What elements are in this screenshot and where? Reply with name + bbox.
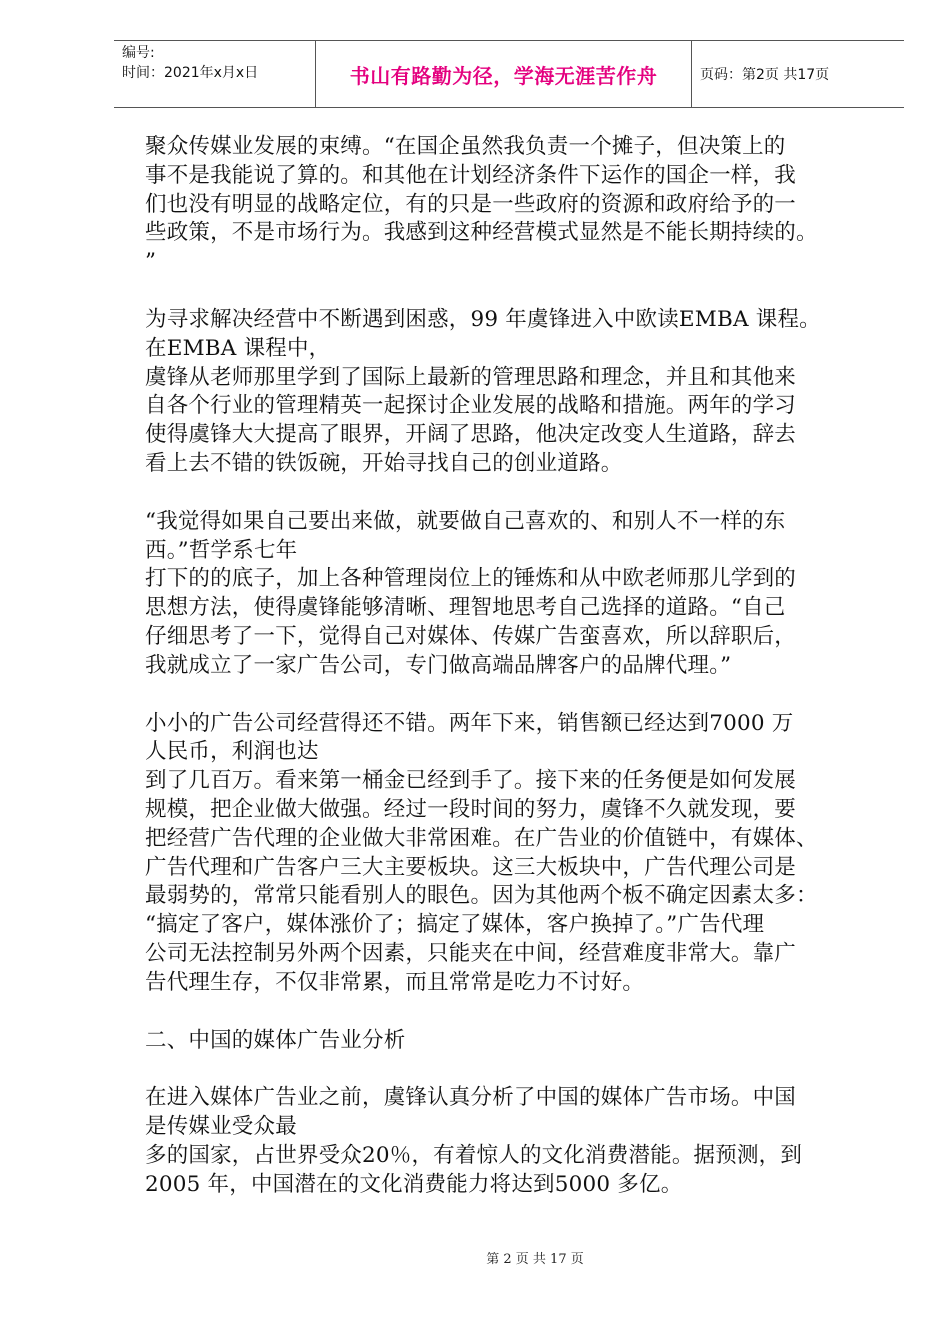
- text-line: 使得虞锋大大提高了眼界，开阔了思路，他决定改变人生道路，辞去: [145, 422, 797, 448]
- header-page-cell: [692, 41, 904, 107]
- footer-page-number: 第 2 页 共 17 页: [486, 1252, 584, 1267]
- text-line: 到了几百万。看来第一桶金已经到手了。接下来的任务便是如何发展: [145, 768, 797, 794]
- text-line: 人民币，利润也达: [145, 739, 319, 765]
- text-line: 为寻求解决经营中不断遇到困惑，99 年虞锋进入中欧读EMBA 课程。: [145, 306, 821, 332]
- text-line: 把经营广告代理的企业做大非常困难。在广告业的价值链中，有媒体、: [145, 825, 818, 851]
- paragraph: [145, 710, 870, 998]
- text-line: 是传媒业受众最: [145, 1114, 297, 1140]
- text-line: “我觉得如果自己要出来做，就要做自己喜欢的、和别人不一样的东: [145, 508, 786, 534]
- header-motto-cell: [316, 41, 692, 107]
- text-line: 告代理生存，不仅非常累，而且常常是吃力不讨好。: [145, 969, 645, 995]
- time-label: 时间：2021年x月x日: [122, 65, 259, 81]
- text-line: 西。”哲学系七年: [145, 537, 298, 563]
- paragraph: [145, 508, 870, 681]
- text-line: 聚众传媒业发展的束缚。“在国企虽然我负责一个摊子，但决策上的: [145, 134, 786, 159]
- text-line: 仔细思考了一下，觉得自己对媒体、传媒广告蛮喜欢，所以辞职后，: [145, 623, 797, 649]
- text-line: 们也没有明显的战略定位，有的只是一些政府的资源和政府给予的一: [145, 191, 797, 217]
- header-meta-cell: [114, 41, 316, 107]
- text-line: 事不是我能说了算的。和其他在计划经济条件下运作的国企一样，我: [145, 162, 797, 188]
- text-line: 打下的的底子，加上各种管理岗位上的锤炼和从中欧老师那儿学到的: [145, 566, 797, 592]
- text-line: 多的国家，占世界受众20％，有着惊人的文化消费潜能。据预测，到: [145, 1142, 803, 1168]
- paragraph: [145, 1084, 870, 1199]
- text-line: 自各个行业的管理精英一起探讨企业发展的战略和措施。两年的学习: [145, 393, 797, 419]
- text-line: 看上去不错的铁饭碗，开始寻找自己的创业道路。: [145, 450, 623, 476]
- motto-text: 书山有路勤为径，学海无涯苦作舟: [349, 63, 658, 88]
- number-label: 编号:: [122, 45, 155, 61]
- text-line: 些政策，不是市场行为。我感到这种经营模式显然是不能长期持续的。: [145, 220, 818, 246]
- page-header: [114, 40, 904, 108]
- text-line: 小小的广告公司经营得还不错。两年下来，销售额已经达到7000 万: [145, 710, 794, 736]
- text-line: 规模，把企业做大做强。经过一段时间的努力，虞锋不久就发现，要: [145, 796, 797, 822]
- page-footer: [0, 1248, 950, 1267]
- paragraph: [145, 306, 870, 479]
- text-line: 在进入媒体广告业之前，虞锋认真分析了中国的媒体广告市场。中国: [145, 1085, 797, 1111]
- text-line: 公司无法控制另外两个因素，只能夹在中间，经营难度非常大。靠广: [145, 940, 797, 966]
- text-line: 我就成立了一家广告公司，专门做高端品牌客户的品牌代理。”: [145, 652, 732, 678]
- text-line: 二、中国的媒体广告业分析: [145, 1027, 406, 1053]
- text-line: “搞定了客户，媒体涨价了；搞定了媒体，客户换掉了。”广告代理: [145, 912, 765, 938]
- text-line: 2005 年，中国潜在的文化消费能力将达到5000 多亿。: [145, 1171, 683, 1197]
- text-line: 最弱势的，常常只能看别人的眼色。因为其他两个板不确定因素太多：: [145, 883, 818, 909]
- paragraph: [145, 133, 870, 277]
- text-line: ”: [145, 249, 157, 275]
- document-body: [145, 133, 870, 1229]
- paragraph: [145, 1027, 870, 1056]
- text-line: 思想方法，使得虞锋能够清晰、理智地思考自己选择的道路。“自己: [145, 595, 786, 621]
- text-line: 广告代理和广告客户三大主要板块。这三大板块中，广告代理公司是: [145, 854, 797, 880]
- text-line: 虞锋从老师那里学到了国际上最新的管理思路和理念，并且和其他来: [145, 364, 797, 390]
- page-label: 页码：第2页 共17页: [700, 67, 830, 83]
- text-line: 在EMBA 课程中，: [145, 335, 331, 361]
